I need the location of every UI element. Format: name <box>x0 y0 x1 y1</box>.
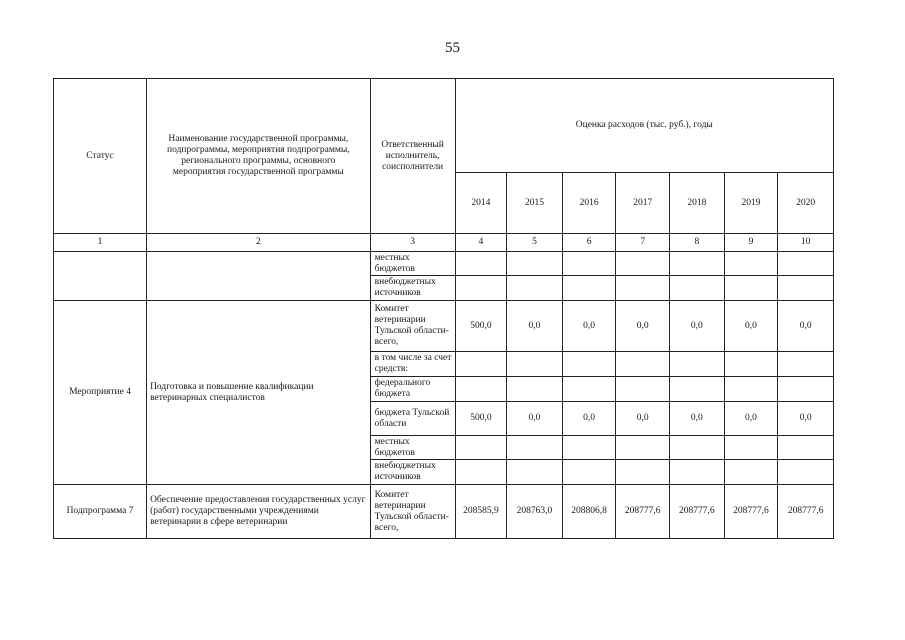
header-status: Статус <box>54 79 147 234</box>
funding-source-label: в том числе за счет средств: <box>370 352 455 377</box>
column-number: 8 <box>670 234 725 252</box>
year-cell: 2014 <box>455 173 507 234</box>
column-number: 2 <box>147 234 371 252</box>
table-row <box>54 252 834 276</box>
year-cell: 2016 <box>562 173 616 234</box>
funding-source-label: Комитет ветеринарии Тульской области- всего, <box>370 301 455 352</box>
funding-source-label: федерального бюджета <box>370 377 455 402</box>
value-cell: 0,0 <box>670 402 725 436</box>
funding-source-label: внебюджетных источников <box>370 276 455 301</box>
value-cell: 0,0 <box>507 301 563 352</box>
value-cell: 208806,8 <box>562 485 616 539</box>
year-cell: 2020 <box>778 173 834 234</box>
header-responsible: Ответственный исполнитель, соисполнители <box>370 79 455 234</box>
status-cell-empty <box>54 252 147 301</box>
value-cell: 0,0 <box>562 301 616 352</box>
value-cell: 208777,6 <box>616 485 670 539</box>
year-cell: 2018 <box>670 173 725 234</box>
value-cell: 0,0 <box>670 301 725 352</box>
value-cell: 0,0 <box>724 301 778 352</box>
status-cell: Подпрограмма 7 <box>54 485 147 539</box>
column-number: 5 <box>507 234 563 252</box>
value-cell: 500,0 <box>455 402 507 436</box>
value-cell: 0,0 <box>724 402 778 436</box>
funding-source-label: местных бюджетов <box>370 252 455 276</box>
value-cell: 0,0 <box>507 402 563 436</box>
header-costs: Оценка расходов (тыс. руб.), годы <box>455 79 833 173</box>
value-cell: 0,0 <box>616 402 670 436</box>
table-row <box>54 301 834 352</box>
funding-source-label: местных бюджетов <box>370 436 455 460</box>
value-cell: 500,0 <box>455 301 507 352</box>
value-cell: 208763,0 <box>507 485 563 539</box>
status-cell: Мероприятие 4 <box>54 301 147 485</box>
page-number: 55 <box>445 40 460 56</box>
budget-table <box>53 78 834 539</box>
value-cell: 208777,6 <box>724 485 778 539</box>
column-number: 10 <box>778 234 834 252</box>
value-cell: 0,0 <box>562 402 616 436</box>
value-cell: 0,0 <box>778 301 834 352</box>
value-cell: 208777,6 <box>778 485 834 539</box>
value-cell: 0,0 <box>616 301 670 352</box>
year-cell: 2015 <box>507 173 563 234</box>
column-number: 6 <box>562 234 616 252</box>
header-row <box>54 79 834 173</box>
funding-source-label: внебюджетных источников <box>370 460 455 485</box>
year-cell: 2017 <box>616 173 670 234</box>
header-name: Наименование государственной программы, подпрограммы, мероприятия подпрограммы, регионального программы, основного мероприятия государственной программы <box>147 79 371 234</box>
column-number: 4 <box>455 234 507 252</box>
value-cell: 208585,9 <box>455 485 507 539</box>
table-row <box>54 485 834 539</box>
funding-source-label: Комитет ветеринарии Тульской области- всего, <box>370 485 455 539</box>
funding-source-label: бюджета Тульской области <box>370 402 455 436</box>
name-cell-empty <box>147 252 371 301</box>
column-number: 7 <box>616 234 670 252</box>
name-cell: Подготовка и повышение квалификации ветеринарных специалистов <box>147 301 371 485</box>
column-numbers-row <box>54 234 834 252</box>
column-number: 9 <box>724 234 778 252</box>
value-cell: 0,0 <box>778 402 834 436</box>
year-cell: 2019 <box>724 173 778 234</box>
column-number: 3 <box>370 234 455 252</box>
column-number: 1 <box>54 234 147 252</box>
name-cell: Обеспечение предоставления государственных услуг (работ) государственными учреждениями ветеринарии в сфере ветеринарии <box>147 485 371 539</box>
value-cell: 208777,6 <box>670 485 725 539</box>
